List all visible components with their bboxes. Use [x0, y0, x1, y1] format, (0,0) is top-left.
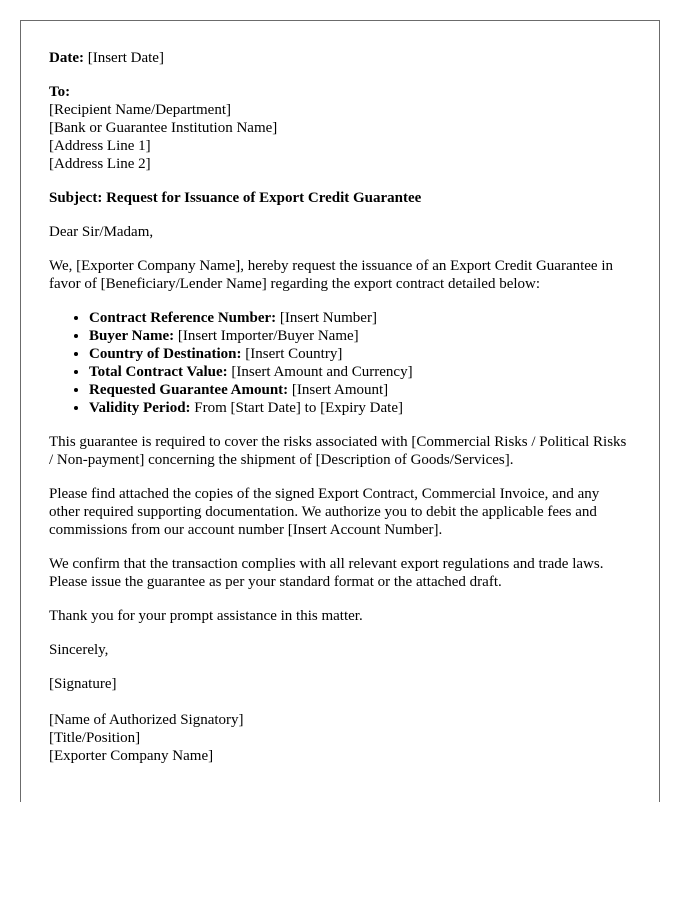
detail-value: [Insert Amount]	[291, 382, 389, 398]
detail-label: Requested Guarantee Amount:	[89, 382, 289, 398]
list-item	[89, 363, 631, 381]
detail-label: Contract Reference Number:	[89, 310, 277, 326]
thanks-paragraph: Thank you for your prompt assistance in this matter.	[49, 608, 363, 624]
list-item	[89, 327, 631, 345]
detail-label: Total Contract Value:	[89, 364, 228, 380]
recipient-line: [Recipient Name/Department]	[49, 102, 232, 118]
intro-paragraph: We, [Exporter Company Name], hereby request the issuance of an Export Credit Guarantee in favor of [Beneficiary/Lender Name] regarding the export contract detailed below:	[49, 258, 614, 292]
list-item	[89, 309, 631, 327]
date-label: Date:	[49, 50, 84, 66]
attachments-paragraph: Please find attached the copies of the signed Export Contract, Commercial Invoice, and any other required supporting documentation. We authorize you to debit the applicable fees and commissions from our account number [Insert Account Number].	[49, 486, 600, 538]
list-item	[89, 399, 631, 417]
detail-value: [Insert Number]	[279, 310, 377, 326]
date-value: [Insert Date]	[87, 50, 164, 66]
date-line	[49, 49, 631, 67]
closing: Sincerely,	[49, 642, 109, 658]
detail-value: [Insert Amount and Currency]	[231, 364, 413, 380]
recipient-line: [Address Line 2]	[49, 156, 151, 172]
signatory-line: [Title/Position]	[49, 730, 141, 746]
signatory-block	[49, 711, 631, 765]
list-item	[89, 381, 631, 399]
signatory-line: [Exporter Company Name]	[49, 748, 214, 764]
detail-label: Buyer Name:	[89, 328, 175, 344]
recipient-line: [Address Line 1]	[49, 138, 151, 154]
recipient-line: [Bank or Guarantee Institution Name]	[49, 120, 278, 136]
signatory-line: [Name of Authorized Signatory]	[49, 712, 244, 728]
signature-placeholder: [Signature]	[49, 676, 117, 692]
detail-value: [Insert Country]	[245, 346, 343, 362]
detail-label: Validity Period:	[89, 400, 191, 416]
detail-value: [Insert Importer/Buyer Name]	[177, 328, 359, 344]
recipient-block	[49, 83, 631, 173]
contract-details-list	[49, 309, 631, 417]
list-item	[89, 345, 631, 363]
detail-label: Country of Destination:	[89, 346, 242, 362]
recipient-label: To:	[49, 84, 71, 100]
subject-line: Subject: Request for Issuance of Export Credit Guarantee	[49, 190, 422, 206]
detail-value: From [Start Date] to [Expiry Date]	[194, 400, 403, 416]
letter-page	[20, 20, 660, 802]
risk-paragraph: This guarantee is required to cover the risks associated with [Commercial Risks / Political Risks / Non-payment] concerning the shipment of [Description of Goods/Services].	[49, 434, 627, 468]
compliance-paragraph: We confirm that the transaction complies with all relevant export regulations and trade laws. Please issue the guarantee as per your standard format or the attached draft.	[49, 556, 604, 590]
salutation: Dear Sir/Madam,	[49, 224, 154, 240]
